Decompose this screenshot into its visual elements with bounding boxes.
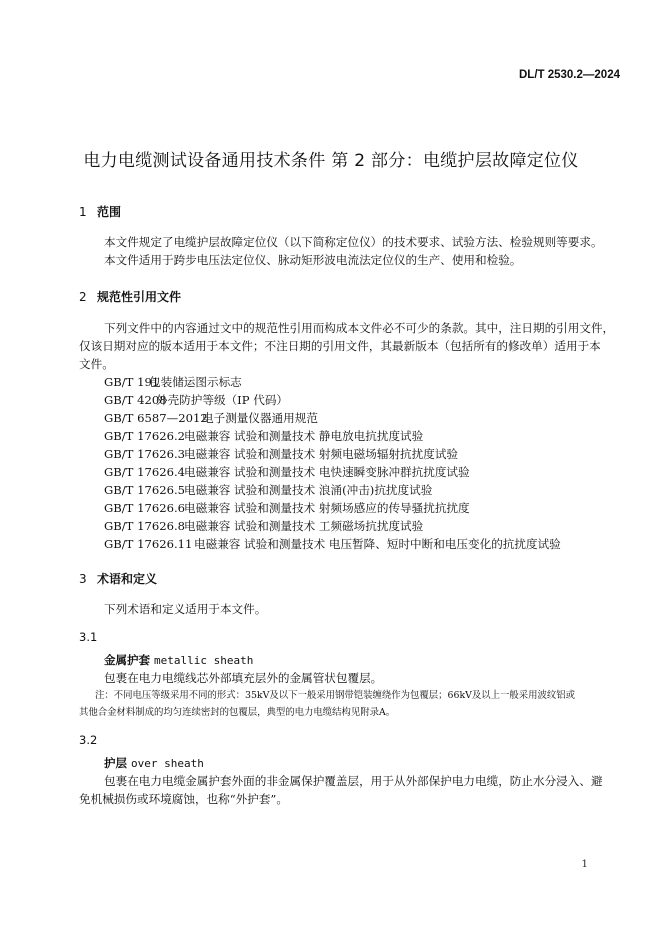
reference-code: GB/T 17626.2 — [104, 429, 186, 443]
reference-item — [104, 373, 242, 391]
section-3-number: 3 — [79, 572, 87, 586]
section-1-title: 范围 — [97, 205, 122, 219]
document-title: 电力电缆测试设备通用技术条件 第 2 部分：电缆护层故障定位仪 — [83, 151, 579, 171]
reference-code: GB/T 17626.11 — [104, 537, 193, 551]
term-definition-line-1: 包裹在电力电缆金属护套外面的非金属保护覆盖层，用于从外部保护电力电缆，防止水分浸入、避 — [104, 774, 603, 788]
reference-item — [104, 499, 470, 517]
reference-item — [104, 535, 561, 553]
reference-code: GB/T 4208 — [104, 393, 167, 407]
reference-title: 电子测量仪器通用规范 — [202, 411, 318, 425]
reference-title: 电磁兼容 试验和测量技术 浪涌(冲击)抗扰度试验 — [184, 483, 433, 497]
term-name-en: over sheath — [131, 757, 204, 770]
section-1-heading — [79, 203, 121, 220]
section-3-title: 术语和定义 — [97, 572, 158, 586]
section-2-intro-line-2: 仅该日期对应的版本适用于本文件；不注日期的引用文件，其最新版本（包括所有的修改单）适用于本 — [79, 339, 601, 353]
section-2-intro-line-3: 文件。 — [79, 357, 114, 371]
section-1-number: 1 — [79, 205, 87, 219]
reference-item — [104, 391, 288, 409]
page-number: 1 — [581, 858, 588, 870]
reference-item — [104, 463, 470, 481]
reference-code: GB/T 17626.3 — [104, 447, 186, 461]
standard-number: DL/T 2530.2—2024 — [518, 69, 620, 81]
term-name-cn: 金属护套 — [104, 653, 150, 667]
section-1-paragraph-1: 本文件规定了电缆护层故障定位仪（以下简称定位仪）的技术要求、试验方法、检验规则等要求。 — [104, 235, 603, 249]
reference-code: GB/T 17626.5 — [104, 483, 186, 497]
term-number: 3.1 — [79, 630, 98, 644]
reference-item — [104, 517, 423, 535]
reference-code: GB/T 17626.4 — [104, 465, 186, 479]
reference-title: 电磁兼容 试验和测量技术 射频场感应的传导骚扰抗扰度 — [184, 501, 470, 515]
reference-title: 电磁兼容 试验和测量技术 静电放电抗扰度试验 — [184, 429, 424, 443]
reference-code: GB/T 191 — [104, 375, 160, 389]
reference-title: 电磁兼容 试验和测量技术 射频电磁场辐射抗扰度试验 — [184, 447, 459, 461]
reference-title: 电磁兼容 试验和测量技术 电压暂降、短时中断和电压变化的抗扰度试验 — [194, 537, 561, 551]
section-2-intro-line-1: 下列文件中的内容通过文中的规范性引用而构成本文件必不可少的条款。其中，注日期的引用文件， — [104, 321, 615, 335]
reference-item — [104, 481, 432, 499]
reference-code: GB/T 17626.6 — [104, 501, 186, 515]
section-2-title: 规范性引用文件 — [97, 290, 182, 304]
reference-code: GB/T 6587—2012 — [104, 411, 208, 425]
reference-code: GB/T 17626.8 — [104, 519, 186, 533]
section-3-intro: 下列术语和定义适用于本文件。 — [104, 602, 267, 616]
section-2-number: 2 — [79, 290, 87, 304]
reference-item — [104, 409, 318, 427]
term-name — [104, 755, 204, 771]
section-3-heading — [79, 570, 157, 587]
term-note-line-1: 注：不同电压等级采用不同的形式：35kV及以下一般采用钢带铠装缠绕作为包覆层；66kV及以上一般采用波纹铝或 — [95, 690, 576, 701]
term-definition: 包裹在电力电缆线芯外部填充层外的金属管状包覆层。 — [104, 671, 383, 685]
term-name — [104, 652, 253, 668]
reference-title: 电磁兼容 试验和测量技术 电快速瞬变脉冲群抗扰度试验 — [184, 465, 470, 479]
reference-title: 包装储运图示标志 — [149, 375, 242, 389]
term-definition-line-2: 免机械损伤或环境腐蚀，也称“外护套”。 — [79, 792, 288, 806]
section-2-heading — [79, 288, 181, 305]
reference-item — [104, 427, 423, 445]
term-name-cn: 护层 — [104, 756, 127, 770]
section-1-paragraph-2: 本文件适用于跨步电压法定位仪、脉动矩形波电流法定位仪的生产、使用和检验。 — [104, 253, 522, 267]
term-name-en: metallic sheath — [154, 654, 254, 667]
reference-item — [104, 445, 458, 463]
reference-title: 外壳防护等级（IP 代码） — [156, 393, 289, 407]
term-number: 3.2 — [79, 733, 98, 747]
term-note-line-2: 其他合金材料制成的均匀连续密封的包覆层，典型的电力电缆结构见附录A。 — [79, 707, 396, 718]
reference-title: 电磁兼容 试验和测量技术 工频磁场抗扰度试验 — [184, 519, 424, 533]
